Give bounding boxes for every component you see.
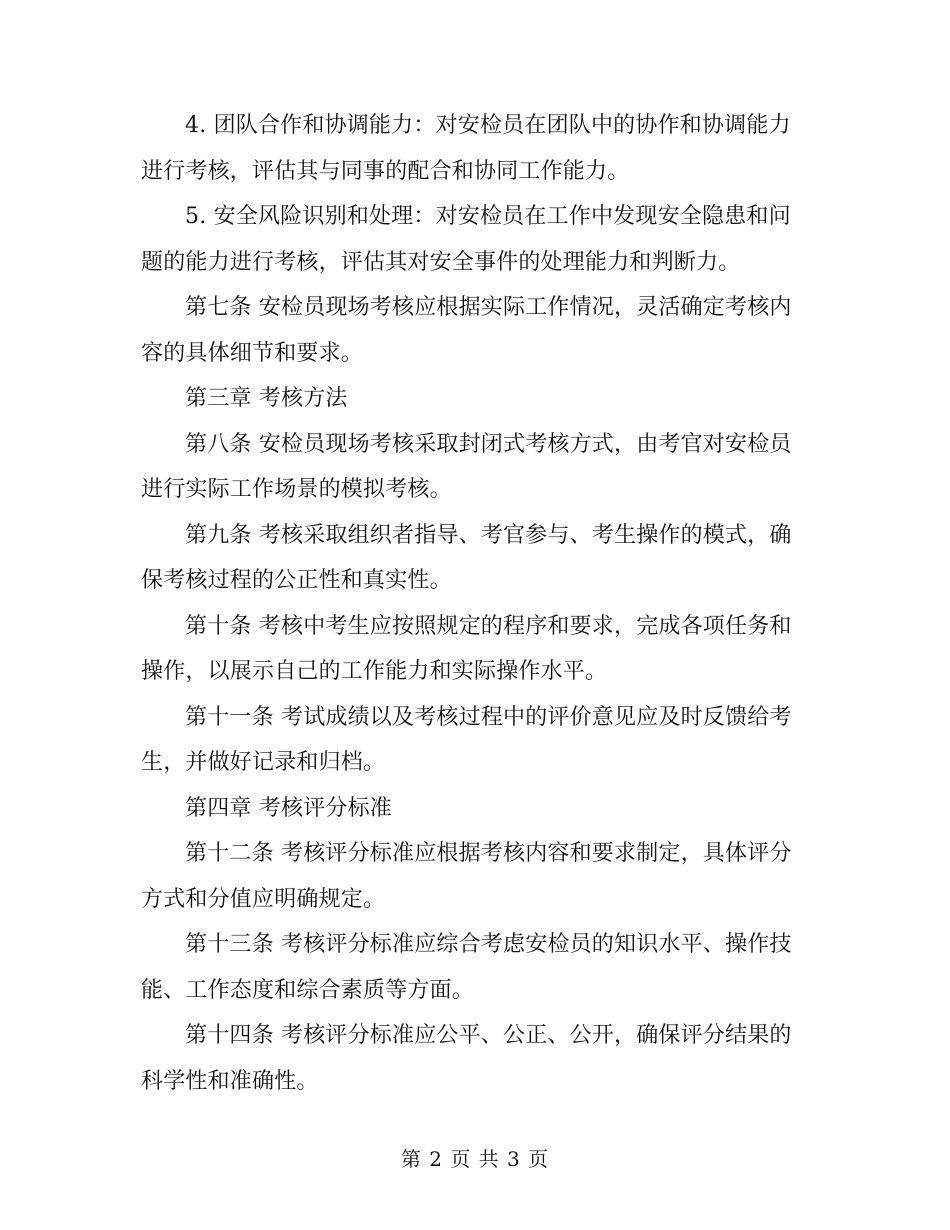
chapter-3-heading: 第三章 考核方法 <box>185 386 348 411</box>
article-13: 第十三条 考核评分标准应综合考虑安检员的知识水平、操作技能、工作态度和综合素质等方面。 <box>141 932 792 1003</box>
chapter-4-heading: 第四章 考核评分标准 <box>185 795 392 821</box>
paragraph-item-4-teamwork: 4. 团队合作和协调能力：对安检员在团队中的协作和协调能力进行考核，评估其与同事的配合和协同工作能力。 <box>141 113 791 184</box>
article-12: 第十二条 考核评分标准应根据考核内容和要求制定，具体评分方式和分值应明确规定。 <box>141 841 792 912</box>
article-8: 第八条 安检员现场考核采取封闭式考核方式，由考官对安检员进行实际工作场景的模拟考核。 <box>141 431 792 502</box>
article-9: 第九条 考核采取组织者指导、考官参与、考生操作的模式，确保考核过程的公正性和真实性。 <box>141 522 792 593</box>
article-7: 第七条 安检员现场考核应根据实际工作情况，灵活确定考核内容的具体细节和要求。 <box>141 295 792 366</box>
document-body <box>141 103 811 1104</box>
page-number-footer: 第 2 页 共 3 页 <box>400 1147 550 1171</box>
article-14: 第十四条 考核评分标准应公平、公正、公开，确保评分结果的科学性和准确性。 <box>141 1023 792 1094</box>
paragraph-item-5-risk: 5. 安全风险识别和处理：对安检员在工作中发现安全隐患和问题的能力进行考核，评估其对安全事件的处理能力和判断力。 <box>141 204 791 275</box>
article-11: 第十一条 考试成绩以及考核过程中的评价意见应及时反馈给考生，并做好记录和归档。 <box>141 704 792 775</box>
article-10: 第十条 考核中考生应按照规定的程序和要求，完成各项任务和操作，以展示自己的工作能力和实际操作水平。 <box>141 613 792 684</box>
